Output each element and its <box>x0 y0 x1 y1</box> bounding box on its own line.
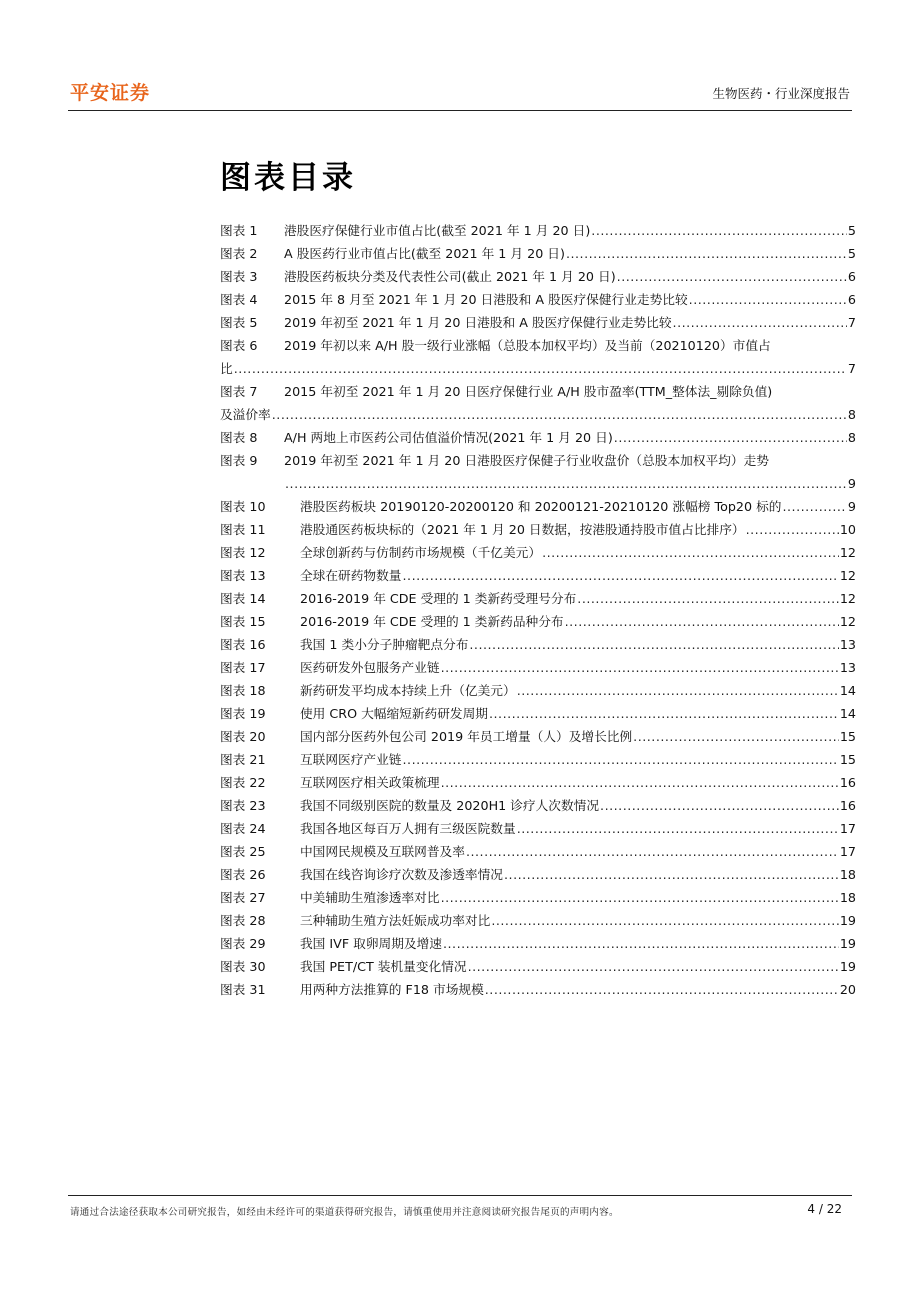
toc-entry-title: 我国 1 类小分子肿瘤靶点分布 <box>300 637 469 652</box>
toc-entry[interactable] <box>220 886 856 909</box>
toc-entry[interactable] <box>220 863 856 886</box>
toc-entry-continuation[interactable] <box>220 472 856 495</box>
toc-entry-title-continuation: 及溢价率 <box>220 407 271 422</box>
footer-disclaimer: 请通过合法途径获取本公司研究报告，如经由未经许可的渠道获得研究报告，请慎重使用并注意阅读研究报告尾页的声明内容。 <box>70 1207 619 1218</box>
toc-entry-continuation[interactable] <box>220 403 856 426</box>
toc-entry-title: 港股医疗保健行业市值占比(截至 2021 年 1 月 20 日) <box>284 223 591 238</box>
toc-entry[interactable] <box>220 564 856 587</box>
toc-dot-leader <box>542 541 839 559</box>
toc-entry-title: 我国不同级别医院的数量及 2020H1 诊疗人次数情况 <box>300 798 600 813</box>
toc-entry-page: 13 <box>839 637 856 652</box>
toc-entry-title: 互联网医疗产业链 <box>300 752 402 767</box>
toc-dot-leader <box>689 288 847 306</box>
toc-dot-leader <box>504 863 839 881</box>
toc-entry-label: 图表 8 <box>220 430 258 445</box>
toc-entry[interactable] <box>220 449 856 472</box>
toc-entry-page: 12 <box>839 568 856 583</box>
toc-entry-page: 9 <box>847 499 856 514</box>
toc-entry-title: 三种辅助生殖方法妊娠成功率对比 <box>300 913 491 928</box>
toc-entry-label: 图表 13 <box>220 568 266 583</box>
toc-entry-title-continuation: 比 <box>220 361 233 376</box>
toc-entry-label: 图表 11 <box>220 522 266 537</box>
toc-entry-label: 图表 28 <box>220 913 266 928</box>
toc-entry-page: 12 <box>839 591 856 606</box>
toc-entry-page: 16 <box>839 775 856 790</box>
toc-entry[interactable] <box>220 334 856 357</box>
toc-dot-leader <box>403 564 839 582</box>
toc-dot-leader <box>517 817 839 835</box>
toc-dot-leader <box>673 311 847 329</box>
toc-dot-leader <box>441 656 839 674</box>
toc-entry[interactable] <box>220 909 856 932</box>
toc-entry-label: 图表 4 <box>220 292 258 307</box>
toc-dot-leader <box>600 794 839 812</box>
toc-entry-title: 我国各地区每百万人拥有三级医院数量 <box>300 821 516 836</box>
toc-dot-leader <box>468 955 839 973</box>
toc-entry-page: 10 <box>839 522 856 537</box>
toc-entry[interactable] <box>220 380 856 403</box>
toc-entry-label: 图表 5 <box>220 315 258 330</box>
toc-entry-title: 我国 IVF 取卵周期及增速 <box>300 936 442 951</box>
report-category-title: 生物医药・行业深度报告 <box>712 86 850 101</box>
toc-entry-page: 18 <box>839 867 856 882</box>
toc-entry[interactable] <box>220 288 856 311</box>
toc-entry[interactable] <box>220 725 856 748</box>
toc-entry-title: 2019 年初至 2021 年 1 月 20 日港股医疗保健子行业收盘价（总股本加权平均）走势 <box>284 453 769 468</box>
toc-entry-page: 9 <box>847 476 856 491</box>
toc-entry-page: 8 <box>847 430 856 445</box>
toc-entry-title: 2019 年初以来 A/H 股一级行业涨幅（总股本加权平均）及当前（20210120）市值占 <box>284 338 771 353</box>
toc-entry-page: 13 <box>839 660 856 675</box>
toc-entry[interactable] <box>220 840 856 863</box>
toc-entry-continuation[interactable] <box>220 357 856 380</box>
toc-entry-label: 图表 6 <box>220 338 258 353</box>
toc-entry-label: 图表 7 <box>220 384 258 399</box>
toc-dot-leader <box>566 242 847 260</box>
toc-dot-leader <box>441 771 839 789</box>
toc-entry-title: 全球创新药与仿制药市场规模（千亿美元） <box>300 545 542 560</box>
toc-entry-title: 2015 年 8 月至 2021 年 1 月 20 日港股和 A 股医疗保健行业走势比较 <box>284 292 688 307</box>
toc-entry-title: 我国 PET/CT 装机量变化情况 <box>300 959 467 974</box>
toc-entry-title: 港股医药板块分类及代表性公司(截止 2021 年 1 月 20 日) <box>284 269 616 284</box>
toc-entry-page: 17 <box>839 844 856 859</box>
toc-entry-title: 中国网民规模及互联网普及率 <box>300 844 465 859</box>
toc-dot-leader <box>443 932 839 950</box>
toc-entry[interactable] <box>220 311 856 334</box>
toc-dot-leader <box>782 495 846 513</box>
toc-entry[interactable] <box>220 932 856 955</box>
toc-entry-label: 图表 27 <box>220 890 266 905</box>
toc-entry-page: 20 <box>839 982 856 997</box>
toc-entry-page: 5 <box>847 223 856 238</box>
toc-entry-page: 7 <box>847 361 856 376</box>
toc-dot-leader <box>617 265 847 283</box>
toc-entry-label: 图表 21 <box>220 752 266 767</box>
toc-entry-title: 中美辅助生殖渗透率对比 <box>300 890 440 905</box>
toc-dot-leader <box>441 886 839 904</box>
toc-dot-leader <box>469 633 838 651</box>
toc-entry-label: 图表 16 <box>220 637 266 652</box>
toc-dot-leader <box>466 840 839 858</box>
toc-entry[interactable] <box>220 633 856 656</box>
toc-entry-label: 图表 24 <box>220 821 266 836</box>
toc-entry-page: 12 <box>839 545 856 560</box>
toc-entry[interactable] <box>220 794 856 817</box>
toc-entry-page: 5 <box>847 246 856 261</box>
company-logo: 平安证券 <box>70 82 151 104</box>
toc-entry-label: 图表 22 <box>220 775 266 790</box>
toc-dot-leader <box>746 518 839 536</box>
toc-entry-label: 图表 9 <box>220 453 258 468</box>
toc-entry[interactable] <box>220 610 856 633</box>
toc-entry-title: 2019 年初至 2021 年 1 月 20 日港股和 A 股医疗保健行业走势比较 <box>284 315 672 330</box>
toc-entry-page: 7 <box>847 315 856 330</box>
toc-entry-label: 图表 12 <box>220 545 266 560</box>
toc-entry[interactable] <box>220 817 856 840</box>
footer-divider <box>68 1195 852 1196</box>
toc-dot-leader <box>517 679 839 697</box>
toc-entry-title: 2016-2019 年 CDE 受理的 1 类新药品种分布 <box>300 614 564 629</box>
toc-entry-label: 图表 30 <box>220 959 266 974</box>
toc-entry[interactable] <box>220 426 856 449</box>
toc-entry-title: 医药研发外包服务产业链 <box>300 660 440 675</box>
toc-entry-page: 19 <box>839 936 856 951</box>
toc-entry-title: 2016-2019 年 CDE 受理的 1 类新药受理号分布 <box>300 591 577 606</box>
toc-dot-leader <box>577 587 839 605</box>
toc-entry-title: 用两种方法推算的 F18 市场规模 <box>300 982 484 997</box>
toc-entry-label: 图表 15 <box>220 614 266 629</box>
header-divider <box>68 110 852 111</box>
toc-entry-page: 12 <box>839 614 856 629</box>
toc-entry-label: 图表 1 <box>220 223 258 238</box>
toc-entry-page: 16 <box>839 798 856 813</box>
toc-entry-label: 图表 14 <box>220 591 266 606</box>
toc-entry[interactable] <box>220 219 856 242</box>
toc-entry-label: 图表 18 <box>220 683 266 698</box>
toc-entry-page: 19 <box>839 959 856 974</box>
toc-heading: 图表目录 <box>220 160 356 196</box>
toc-entry-label: 图表 3 <box>220 269 258 284</box>
toc-entry-title: 我国在线咨询诊疗次数及渗透率情况 <box>300 867 503 882</box>
toc-entry-page: 17 <box>839 821 856 836</box>
toc-entry-title: 港股医药板块 20190120-20200120 和 20200121-20210120 涨幅榜 Top20 标的 <box>300 499 782 514</box>
toc-entry-title: 新药研发平均成本持续上升（亿美元） <box>300 683 516 698</box>
toc-entry-title: 国内部分医药外包公司 2019 年员工增量（人）及增长比例 <box>300 729 633 744</box>
toc-entry-label: 图表 20 <box>220 729 266 744</box>
toc-entry-page: 6 <box>847 269 856 284</box>
toc-entry-page: 6 <box>847 292 856 307</box>
toc-entry-label: 图表 17 <box>220 660 266 675</box>
toc-entry[interactable] <box>220 518 856 541</box>
toc-dot-leader <box>272 403 847 421</box>
toc-entry-title: 使用 CRO 大幅缩短新药研发周期 <box>300 706 488 721</box>
toc-entry-label: 图表 19 <box>220 706 266 721</box>
toc-entry-title: 全球在研药物数量 <box>300 568 402 583</box>
toc-entry[interactable] <box>220 702 856 725</box>
toc-entry[interactable] <box>220 656 856 679</box>
toc-entry-label: 图表 10 <box>220 499 266 514</box>
toc-entry-title: 2015 年初至 2021 年 1 月 20 日医疗保健行业 A/H 股市盈率(TTM_整体法_剔除负值) <box>284 384 773 399</box>
toc-entry-title: 互联网医疗相关政策梳理 <box>300 775 440 790</box>
toc-dot-leader <box>491 909 839 927</box>
toc-dot-leader <box>285 472 847 490</box>
toc-entry[interactable] <box>220 679 856 702</box>
toc-entry-title: A 股医药行业市值占比(截至 2021 年 1 月 20 日) <box>284 246 565 261</box>
figure-toc-list <box>220 219 856 1001</box>
toc-entry[interactable] <box>220 541 856 564</box>
toc-entry-label: 图表 31 <box>220 982 266 997</box>
toc-entry[interactable] <box>220 587 856 610</box>
toc-entry[interactable] <box>220 978 856 1001</box>
toc-entry[interactable] <box>220 495 856 518</box>
toc-entry-page: 15 <box>839 752 856 767</box>
toc-entry-page: 19 <box>839 913 856 928</box>
toc-dot-leader <box>614 426 847 444</box>
toc-entry-label: 图表 26 <box>220 867 266 882</box>
toc-entry-label: 图表 2 <box>220 246 258 261</box>
toc-entry-page: 18 <box>839 890 856 905</box>
toc-dot-leader <box>565 610 839 628</box>
toc-dot-leader <box>403 748 839 766</box>
toc-entry-page: 15 <box>839 729 856 744</box>
toc-entry-page: 14 <box>839 683 856 698</box>
toc-entry-page: 14 <box>839 706 856 721</box>
toc-entry[interactable] <box>220 242 856 265</box>
toc-entry-label: 图表 23 <box>220 798 266 813</box>
toc-entry[interactable] <box>220 955 856 978</box>
toc-dot-leader <box>489 702 839 720</box>
toc-entry-title: A/H 两地上市医药公司估值溢价情况(2021 年 1 月 20 日) <box>284 430 613 445</box>
toc-entry[interactable] <box>220 771 856 794</box>
page-number: 4 / 22 <box>807 1202 842 1216</box>
toc-entry[interactable] <box>220 748 856 771</box>
toc-dot-leader <box>485 978 839 996</box>
toc-entry-label: 图表 25 <box>220 844 266 859</box>
toc-entry[interactable] <box>220 265 856 288</box>
toc-dot-leader <box>234 357 847 375</box>
toc-entry-page: 8 <box>847 407 856 422</box>
toc-dot-leader <box>633 725 839 743</box>
toc-entry-label: 图表 29 <box>220 936 266 951</box>
toc-dot-leader <box>591 219 847 237</box>
toc-entry-title: 港股通医药板块标的（2021 年 1 月 20 日数据，按港股通持股市值占比排序） <box>300 522 745 537</box>
